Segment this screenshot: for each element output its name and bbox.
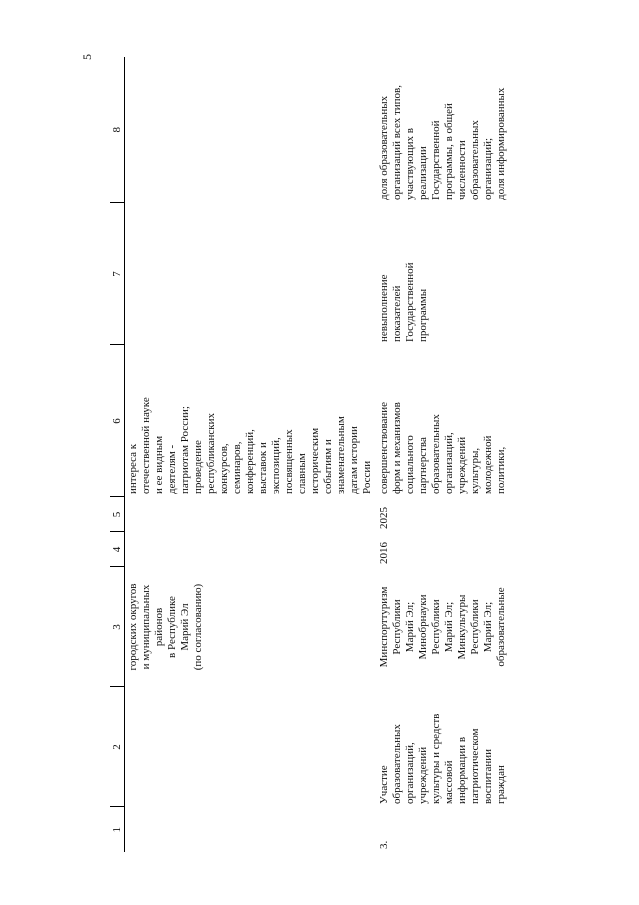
executors-cell: Минспорттуризм Республики Марий Эл; Минобрнауки Республики Марий Эл; Минкультуры Республики Марий Эл; образовательные — [378, 586, 507, 668]
column-number-header-row — [110, 57, 125, 852]
column-header-1: 1 — [110, 807, 125, 852]
table-row — [376, 57, 510, 852]
executors-cell: городских округов и муниципальных районов в Республике Марий Эл (по согласованию) — [127, 583, 204, 671]
rotated-table-container — [110, 57, 630, 852]
expected-result-cell: интереса к отечественной науке и ее видным деятелям - патриотам России; проведение республиканских конкурсов, семинаров, конференций, выставок и экспозиций, посвященных славным историческим событиям и знаменательным датам истории России — [127, 397, 373, 494]
end-year-cell: 2025 — [378, 507, 390, 529]
page-number: 5 — [80, 54, 94, 60]
table-row — [125, 57, 377, 852]
start-year-cell — [125, 532, 377, 567]
end-year-cell — [125, 497, 377, 532]
column-header-4: 4 — [110, 532, 125, 567]
row-number-cell — [125, 807, 377, 852]
start-year-cell: 2016 — [378, 542, 390, 564]
column-header-2: 2 — [110, 687, 125, 807]
program-measures-table — [110, 57, 510, 852]
consequence-cell: невыполнение показателей Государственной программы — [378, 262, 429, 342]
consequence-cell — [125, 203, 377, 345]
row-number-cell: 3. — [378, 840, 390, 849]
column-header-5: 5 — [110, 497, 125, 532]
column-header-8: 8 — [110, 57, 125, 203]
column-header-3: 3 — [110, 567, 125, 687]
indicator-cell: доля образовательных организаций всех типов, участвующих в реализации Государственной программы, в общей численности образовательных организаций; доля информированных — [378, 85, 507, 200]
column-header-7: 7 — [110, 203, 125, 345]
expected-result-cell: совершенствование форм и механизмов социального партнерства образовательных организаций, учреждений культуры, молодежной политики, — [378, 401, 507, 494]
indicator-cell — [125, 57, 377, 203]
column-header-6: 6 — [110, 345, 125, 497]
measure-cell — [125, 687, 377, 807]
measure-cell: Участие образовательных организаций, учреждений культуры и средств массовой информации в патриотическом воспитании граждан — [378, 713, 507, 804]
